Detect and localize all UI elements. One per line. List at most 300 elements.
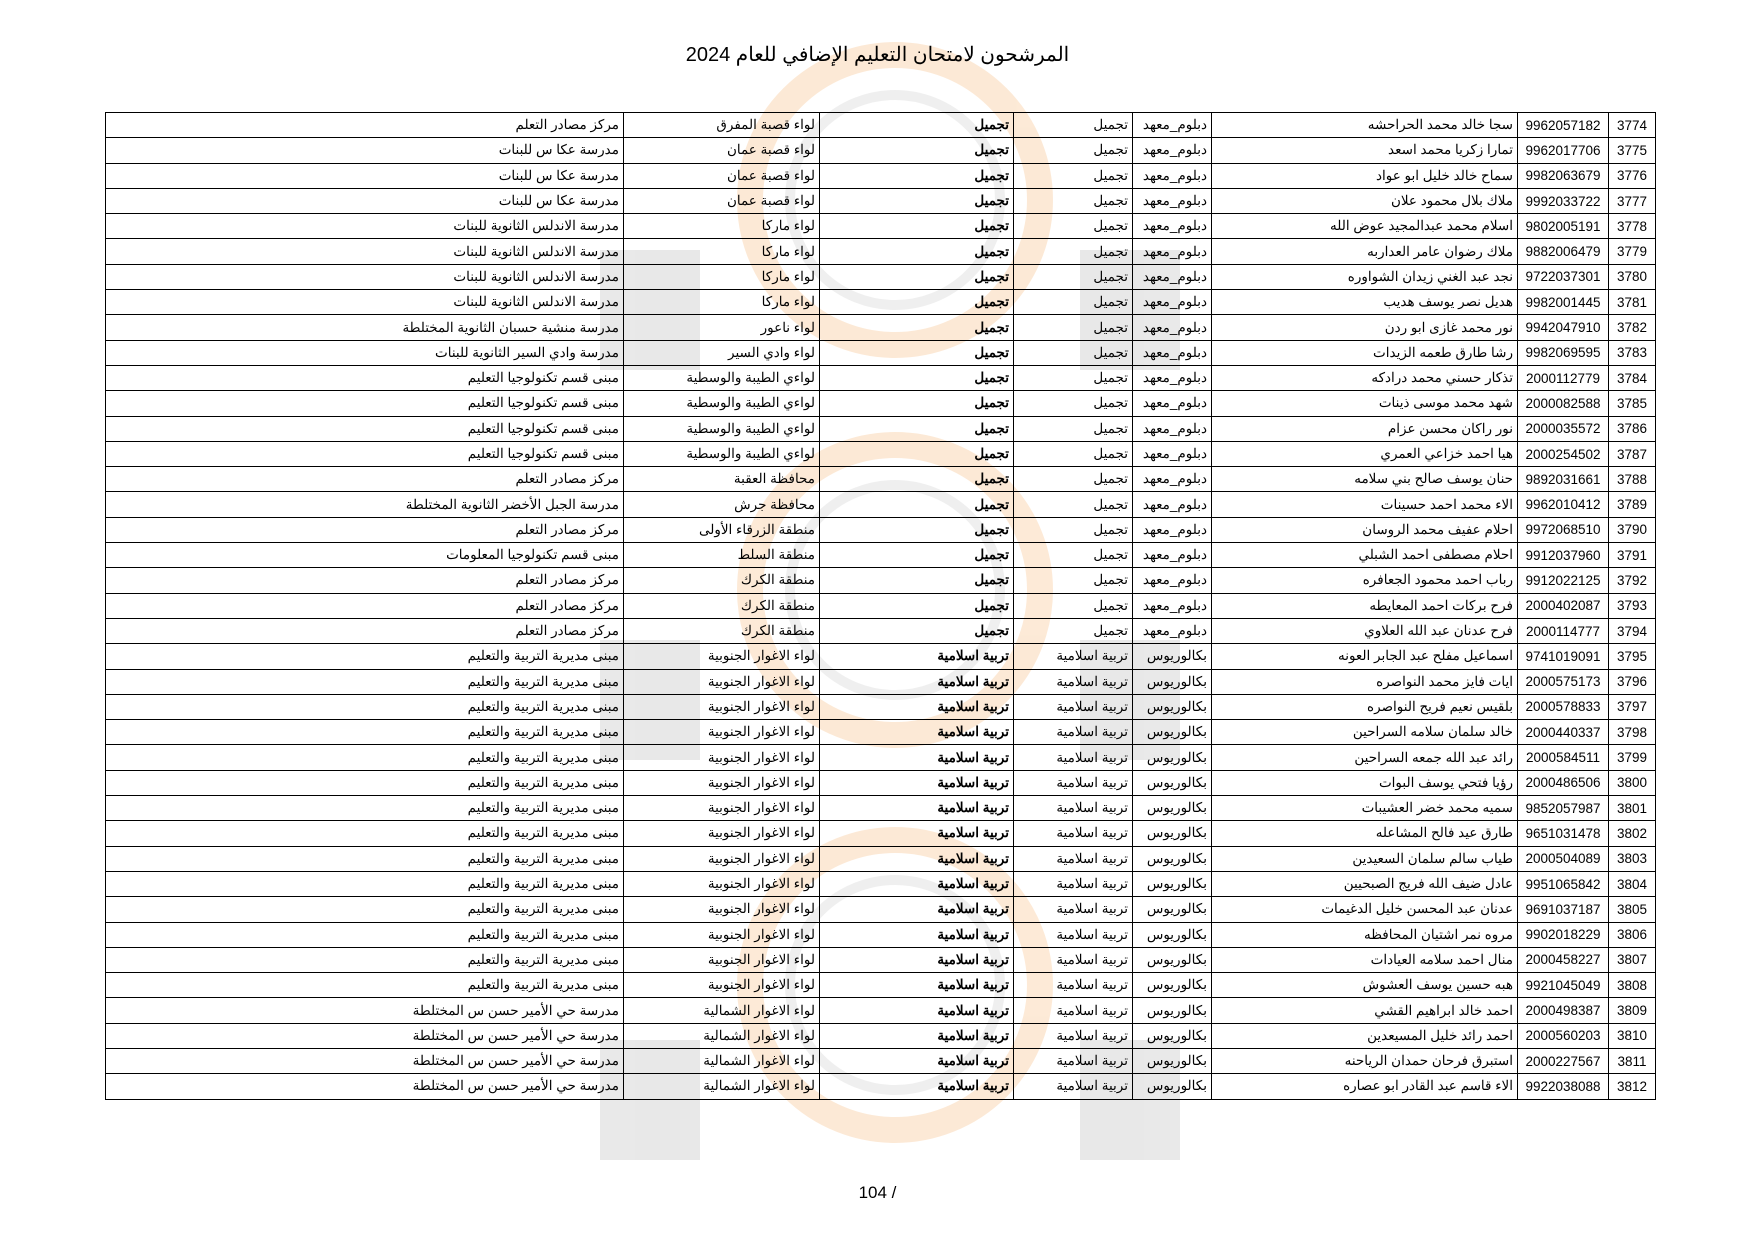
name-cell: هبه حسين يوسف العشوش [1212, 973, 1518, 998]
table-row [106, 618, 1656, 643]
subject-cell: تجميل [820, 618, 1014, 643]
qualification-cell: بكالوريوس [1133, 1048, 1212, 1073]
subject-cell: تربية اسلامية [820, 897, 1014, 922]
seq-cell: 3783 [1609, 340, 1656, 365]
national-id-cell: 9921045049 [1518, 973, 1609, 998]
subject-cell: تربية اسلامية [820, 1074, 1014, 1099]
name-cell: استبرق فرحان حمدان الرياحنه [1212, 1048, 1518, 1073]
table-row [106, 391, 1656, 416]
national-id-cell: 9962010412 [1518, 492, 1609, 517]
district-cell: منطقة السلط [624, 543, 820, 568]
national-id-cell: 2000440337 [1518, 720, 1609, 745]
qualification-cell: دبلوم_معهد [1133, 188, 1212, 213]
table-row [106, 593, 1656, 618]
seq-cell: 3808 [1609, 973, 1656, 998]
subject-cell: تجميل [820, 391, 1014, 416]
national-id-cell: 9982063679 [1518, 163, 1609, 188]
exam-center-cell: مبنى مديرية التربية والتعليم [106, 871, 624, 896]
exam-center-cell: مدرسة الاندلس الثانوية للبنات [106, 214, 624, 239]
district-cell: لواءي الطيبة والوسطية [624, 391, 820, 416]
table-row [106, 973, 1656, 998]
district-cell: منطقة الكرك [624, 593, 820, 618]
table-row [106, 467, 1656, 492]
name-cell: هديل نصر يوسف هديب [1212, 290, 1518, 315]
exam-center-cell: مدرسة حي الأمير حسن س المختلطة [106, 1048, 624, 1073]
district-cell: لواء ماركا [624, 290, 820, 315]
national-id-cell: 2000578833 [1518, 694, 1609, 719]
seq-cell: 3797 [1609, 694, 1656, 719]
national-id-cell: 2000498387 [1518, 998, 1609, 1023]
qualification-cell: بكالوريوس [1133, 897, 1212, 922]
specialization-cell: تجميل [1014, 618, 1133, 643]
qualification-cell: بكالوريوس [1133, 694, 1212, 719]
specialization-cell: تجميل [1014, 264, 1133, 289]
national-id-cell: 2000112779 [1518, 365, 1609, 390]
seq-cell: 3791 [1609, 543, 1656, 568]
national-id-cell: 9912037960 [1518, 543, 1609, 568]
specialization-cell: تربية اسلامية [1014, 770, 1133, 795]
national-id-cell: 2000560203 [1518, 1023, 1609, 1048]
seq-cell: 3776 [1609, 163, 1656, 188]
table-row [106, 188, 1656, 213]
subject-cell: تجميل [820, 239, 1014, 264]
subject-cell: تجميل [820, 214, 1014, 239]
district-cell: لواء الاغوار الجنوبية [624, 669, 820, 694]
district-cell: لواء قصبة عمان [624, 163, 820, 188]
table-row [106, 694, 1656, 719]
table-row [106, 897, 1656, 922]
specialization-cell: تجميل [1014, 163, 1133, 188]
specialization-cell: تجميل [1014, 568, 1133, 593]
name-cell: فرح بركات احمد المعايطه [1212, 593, 1518, 618]
table-row [106, 644, 1656, 669]
national-id-cell: 9962057182 [1518, 113, 1609, 138]
subject-cell: تربية اسلامية [820, 644, 1014, 669]
table-row [106, 340, 1656, 365]
page-title: المرشحون لامتحان التعليم الإضافي للعام 2024 [685, 44, 1070, 66]
subject-cell: تربية اسلامية [820, 821, 1014, 846]
qualification-cell: دبلوم_معهد [1133, 138, 1212, 163]
qualification-cell: دبلوم_معهد [1133, 340, 1212, 365]
district-cell: لواء ماركا [624, 214, 820, 239]
specialization-cell: تجميل [1014, 467, 1133, 492]
district-cell: لواء ماركا [624, 239, 820, 264]
district-cell: لواء الاغوار الجنوبية [624, 821, 820, 846]
table-row [106, 441, 1656, 466]
qualification-cell: بكالوريوس [1133, 998, 1212, 1023]
district-cell: لواء وادي السير [624, 340, 820, 365]
qualification-cell: دبلوم_معهد [1133, 163, 1212, 188]
district-cell: لواء الاغوار الجنوبية [624, 796, 820, 821]
qualification-cell: دبلوم_معهد [1133, 365, 1212, 390]
exam-center-cell: مدرسة عكا س للبنات [106, 138, 624, 163]
exam-center-cell: مركز مصادر التعلم [106, 517, 624, 542]
table-row [106, 416, 1656, 441]
name-cell: تذكار حسني محمد درادكه [1212, 365, 1518, 390]
specialization-cell: تجميل [1014, 340, 1133, 365]
district-cell: منطقة الكرك [624, 568, 820, 593]
name-cell: احلام عفيف محمد الروسان [1212, 517, 1518, 542]
qualification-cell: دبلوم_معهد [1133, 467, 1212, 492]
page-number: 104 / [858, 1183, 897, 1202]
qualification-cell: دبلوم_معهد [1133, 593, 1212, 618]
district-cell: لواء قصبة عمان [624, 138, 820, 163]
district-cell: لواء الاغوار الجنوبية [624, 745, 820, 770]
specialization-cell: تربية اسلامية [1014, 796, 1133, 821]
subject-cell: تجميل [820, 264, 1014, 289]
subject-cell: تربية اسلامية [820, 770, 1014, 795]
national-id-cell: 9741019091 [1518, 644, 1609, 669]
name-cell: حنان يوسف صالح بني سلامه [1212, 467, 1518, 492]
seq-cell: 3788 [1609, 467, 1656, 492]
exam-center-cell: مبنى قسم تكنولوجيا التعليم [106, 441, 624, 466]
district-cell: لواء الاغوار الجنوبية [624, 644, 820, 669]
national-id-cell: 9691037187 [1518, 897, 1609, 922]
subject-cell: تربية اسلامية [820, 1023, 1014, 1048]
table-row [106, 720, 1656, 745]
exam-center-cell: مبنى مديرية التربية والتعليم [106, 694, 624, 719]
district-cell: لواء الاغوار الجنوبية [624, 846, 820, 871]
subject-cell: تجميل [820, 416, 1014, 441]
subject-cell: تجميل [820, 188, 1014, 213]
specialization-cell: تجميل [1014, 214, 1133, 239]
district-cell: محافظة جرش [624, 492, 820, 517]
national-id-cell: 9802005191 [1518, 214, 1609, 239]
table-row [106, 138, 1656, 163]
district-cell: لواء الاغوار الجنوبية [624, 973, 820, 998]
specialization-cell: تربية اسلامية [1014, 846, 1133, 871]
specialization-cell: تربية اسلامية [1014, 1023, 1133, 1048]
exam-center-cell: مبنى مديرية التربية والتعليم [106, 897, 624, 922]
seq-cell: 3782 [1609, 315, 1656, 340]
table-row [106, 113, 1656, 138]
exam-center-cell: مبنى مديرية التربية والتعليم [106, 644, 624, 669]
name-cell: مروه نمر اشتيان المحافظه [1212, 922, 1518, 947]
subject-cell: تربية اسلامية [820, 846, 1014, 871]
exam-center-cell: مدرسة وادي السير الثانوية للبنات [106, 340, 624, 365]
national-id-cell: 9992033722 [1518, 188, 1609, 213]
table-body [106, 113, 1656, 1100]
subject-cell: تجميل [820, 315, 1014, 340]
specialization-cell: تجميل [1014, 365, 1133, 390]
subject-cell: تجميل [820, 467, 1014, 492]
seq-cell: 3807 [1609, 947, 1656, 972]
name-cell: نور راكان محسن عزام [1212, 416, 1518, 441]
table-row [106, 846, 1656, 871]
subject-cell: تربية اسلامية [820, 973, 1014, 998]
name-cell: طارق عيد فالح المشاعله [1212, 821, 1518, 846]
qualification-cell: دبلوم_معهد [1133, 568, 1212, 593]
seq-cell: 3774 [1609, 113, 1656, 138]
name-cell: بلقيس نعيم فريح النواصره [1212, 694, 1518, 719]
name-cell: سجا خالد محمد الحراحشه [1212, 113, 1518, 138]
national-id-cell: 9882006479 [1518, 239, 1609, 264]
name-cell: شهد محمد موسى ذينات [1212, 391, 1518, 416]
exam-center-cell: مركز مصادر التعلم [106, 467, 624, 492]
name-cell: رباب احمد محمود الجعافره [1212, 568, 1518, 593]
seq-cell: 3786 [1609, 416, 1656, 441]
specialization-cell: تجميل [1014, 138, 1133, 163]
subject-cell: تجميل [820, 340, 1014, 365]
name-cell: احمد خالد ابراهيم القشي [1212, 998, 1518, 1023]
exam-center-cell: مبنى قسم تكنولوجيا التعليم [106, 365, 624, 390]
seq-cell: 3780 [1609, 264, 1656, 289]
exam-center-cell: مبنى مديرية التربية والتعليم [106, 770, 624, 795]
specialization-cell: تربية اسلامية [1014, 1074, 1133, 1099]
table-row [106, 239, 1656, 264]
district-cell: لواءي الطيبة والوسطية [624, 441, 820, 466]
district-cell: منطقة الكرك [624, 618, 820, 643]
qualification-cell: دبلوم_معهد [1133, 113, 1212, 138]
qualification-cell: بكالوريوس [1133, 871, 1212, 896]
specialization-cell: تجميل [1014, 517, 1133, 542]
exam-center-cell: مركز مصادر التعلم [106, 568, 624, 593]
specialization-cell: تجميل [1014, 492, 1133, 517]
table-row [106, 315, 1656, 340]
name-cell: الاء قاسم عبد القادر ابو عصاره [1212, 1074, 1518, 1099]
exam-center-cell: مدرسة حي الأمير حسن س المختلطة [106, 1074, 624, 1099]
seq-cell: 3811 [1609, 1048, 1656, 1073]
name-cell: طياب سالم سلمان السعيدين [1212, 846, 1518, 871]
name-cell: الاء محمد احمد حسينات [1212, 492, 1518, 517]
national-id-cell: 2000402087 [1518, 593, 1609, 618]
table-row [106, 770, 1656, 795]
table-row [106, 1074, 1656, 1099]
specialization-cell: تجميل [1014, 290, 1133, 315]
subject-cell: تجميل [820, 138, 1014, 163]
national-id-cell: 2000486506 [1518, 770, 1609, 795]
national-id-cell: 9722037301 [1518, 264, 1609, 289]
qualification-cell: دبلوم_معهد [1133, 214, 1212, 239]
table-row [106, 214, 1656, 239]
subject-cell: تربية اسلامية [820, 1048, 1014, 1073]
exam-center-cell: مبنى مديرية التربية والتعليم [106, 973, 624, 998]
district-cell: لواء الاغوار الجنوبية [624, 871, 820, 896]
table-row [106, 947, 1656, 972]
specialization-cell: تربية اسلامية [1014, 694, 1133, 719]
seq-cell: 3805 [1609, 897, 1656, 922]
exam-center-cell: مدرسة عكا س للبنات [106, 163, 624, 188]
district-cell: لواء الاغوار الجنوبية [624, 897, 820, 922]
qualification-cell: دبلوم_معهد [1133, 441, 1212, 466]
subject-cell: تجميل [820, 441, 1014, 466]
table-row [106, 871, 1656, 896]
name-cell: رائد عبد الله جمعه السراحين [1212, 745, 1518, 770]
exam-center-cell: مدرسة الاندلس الثانوية للبنات [106, 264, 624, 289]
seq-cell: 3796 [1609, 669, 1656, 694]
qualification-cell: دبلوم_معهد [1133, 264, 1212, 289]
specialization-cell: تجميل [1014, 188, 1133, 213]
qualification-cell: دبلوم_معهد [1133, 391, 1212, 416]
exam-center-cell: مدرسة منشية حسبان الثانوية المختلطة [106, 315, 624, 340]
district-cell: لواء الاغوار الجنوبية [624, 947, 820, 972]
specialization-cell: تربية اسلامية [1014, 973, 1133, 998]
name-cell: فرح عدنان عبد الله العلاوي [1212, 618, 1518, 643]
national-id-cell: 9651031478 [1518, 821, 1609, 846]
specialization-cell: تجميل [1014, 441, 1133, 466]
name-cell: نجد عبد الغني زيدان الشواوره [1212, 264, 1518, 289]
table-row [106, 796, 1656, 821]
seq-cell: 3795 [1609, 644, 1656, 669]
exam-center-cell: مبنى مديرية التربية والتعليم [106, 922, 624, 947]
national-id-cell: 9922038088 [1518, 1074, 1609, 1099]
name-cell: احلام مصطفى احمد الشبلي [1212, 543, 1518, 568]
specialization-cell: تربية اسلامية [1014, 897, 1133, 922]
seq-cell: 3793 [1609, 593, 1656, 618]
specialization-cell: تربية اسلامية [1014, 669, 1133, 694]
seq-cell: 3812 [1609, 1074, 1656, 1099]
table-row [106, 998, 1656, 1023]
seq-cell: 3792 [1609, 568, 1656, 593]
district-cell: لواء الاغوار الجنوبية [624, 720, 820, 745]
qualification-cell: دبلوم_معهد [1133, 543, 1212, 568]
qualification-cell: بكالوريوس [1133, 745, 1212, 770]
name-cell: اسلام محمد عبدالمجيد عوض الله [1212, 214, 1518, 239]
name-cell: ايات فايز محمد النواصره [1212, 669, 1518, 694]
specialization-cell: تربية اسلامية [1014, 720, 1133, 745]
exam-center-cell: مبنى قسم تكنولوجيا المعلومات [106, 543, 624, 568]
subject-cell: تربية اسلامية [820, 720, 1014, 745]
exam-center-cell: مركز مصادر التعلم [106, 618, 624, 643]
subject-cell: تجميل [820, 113, 1014, 138]
name-cell: احمد رائد خليل المسيعدين [1212, 1023, 1518, 1048]
national-id-cell: 2000504089 [1518, 846, 1609, 871]
name-cell: ملاك بلال محمود علان [1212, 188, 1518, 213]
table-row [106, 163, 1656, 188]
table-row [106, 543, 1656, 568]
seq-cell: 3803 [1609, 846, 1656, 871]
qualification-cell: بكالوريوس [1133, 1023, 1212, 1048]
qualification-cell: بكالوريوس [1133, 770, 1212, 795]
specialization-cell: تجميل [1014, 239, 1133, 264]
subject-cell: تربية اسلامية [820, 947, 1014, 972]
seq-cell: 3806 [1609, 922, 1656, 947]
seq-cell: 3787 [1609, 441, 1656, 466]
table-row [106, 365, 1656, 390]
subject-cell: تجميل [820, 568, 1014, 593]
seq-cell: 3798 [1609, 720, 1656, 745]
specialization-cell: تربية اسلامية [1014, 1048, 1133, 1073]
exam-center-cell: مبنى مديرية التربية والتعليم [106, 846, 624, 871]
subject-cell: تجميل [820, 517, 1014, 542]
subject-cell: تربية اسلامية [820, 871, 1014, 896]
name-cell: خالد سلمان سلامه السراحين [1212, 720, 1518, 745]
specialization-cell: تجميل [1014, 543, 1133, 568]
exam-center-cell: مركز مصادر التعلم [106, 113, 624, 138]
specialization-cell: تجميل [1014, 391, 1133, 416]
seq-cell: 3804 [1609, 871, 1656, 896]
qualification-cell: بكالوريوس [1133, 796, 1212, 821]
table-row [106, 1048, 1656, 1073]
name-cell: عادل ضيف الله فريج الصبحيين [1212, 871, 1518, 896]
exam-center-cell: مبنى مديرية التربية والتعليم [106, 821, 624, 846]
table-row [106, 517, 1656, 542]
seq-cell: 3809 [1609, 998, 1656, 1023]
district-cell: لواء الاغوار الجنوبية [624, 694, 820, 719]
national-id-cell: 2000227567 [1518, 1048, 1609, 1073]
qualification-cell: بكالوريوس [1133, 669, 1212, 694]
district-cell: منطقة الزرقاء الأولى [624, 517, 820, 542]
name-cell: رشا طارق طعمه الزيدات [1212, 340, 1518, 365]
national-id-cell: 9962017706 [1518, 138, 1609, 163]
national-id-cell: 9942047910 [1518, 315, 1609, 340]
seq-cell: 3810 [1609, 1023, 1656, 1048]
seq-cell: 3789 [1609, 492, 1656, 517]
table-row [106, 568, 1656, 593]
seq-cell: 3785 [1609, 391, 1656, 416]
district-cell: لواء الاغوار الشمالية [624, 1074, 820, 1099]
district-cell: لواء الاغوار الشمالية [624, 998, 820, 1023]
qualification-cell: بكالوريوس [1133, 644, 1212, 669]
specialization-cell: تربية اسلامية [1014, 821, 1133, 846]
table-row [106, 669, 1656, 694]
name-cell: تمارا زكريا محمد اسعد [1212, 138, 1518, 163]
exam-center-cell: مبنى مديرية التربية والتعليم [106, 745, 624, 770]
exam-center-cell: مدرسة حي الأمير حسن س المختلطة [106, 998, 624, 1023]
district-cell: محافظة العقبة [624, 467, 820, 492]
name-cell: منال احمد سلامه العيادات [1212, 947, 1518, 972]
table-row [106, 264, 1656, 289]
district-cell: لواء الاغوار الشمالية [624, 1023, 820, 1048]
name-cell: هيا احمد خزاعي العمري [1212, 441, 1518, 466]
qualification-cell: بكالوريوس [1133, 1074, 1212, 1099]
table-row [106, 745, 1656, 770]
seq-cell: 3801 [1609, 796, 1656, 821]
table-row [106, 492, 1656, 517]
national-id-cell: 9982069595 [1518, 340, 1609, 365]
district-cell: لواء الاغوار الجنوبية [624, 770, 820, 795]
district-cell: لواء قصبة المفرق [624, 113, 820, 138]
qualification-cell: دبلوم_معهد [1133, 416, 1212, 441]
seq-cell: 3802 [1609, 821, 1656, 846]
national-id-cell: 2000082588 [1518, 391, 1609, 416]
seq-cell: 3790 [1609, 517, 1656, 542]
specialization-cell: تربية اسلامية [1014, 644, 1133, 669]
exam-center-cell: مبنى قسم تكنولوجيا التعليم [106, 416, 624, 441]
subject-cell: تربية اسلامية [820, 694, 1014, 719]
exam-center-cell: مبنى مديرية التربية والتعليم [106, 796, 624, 821]
seq-cell: 3800 [1609, 770, 1656, 795]
specialization-cell: تربية اسلامية [1014, 998, 1133, 1023]
national-id-cell: 9902018229 [1518, 922, 1609, 947]
qualification-cell: دبلوم_معهد [1133, 492, 1212, 517]
district-cell: لواءي الطيبة والوسطية [624, 365, 820, 390]
national-id-cell: 2000254502 [1518, 441, 1609, 466]
seq-cell: 3799 [1609, 745, 1656, 770]
qualification-cell: بكالوريوس [1133, 947, 1212, 972]
name-cell: ملاك رضوان عامر العداربه [1212, 239, 1518, 264]
subject-cell: تجميل [820, 290, 1014, 315]
exam-center-cell: مبنى قسم تكنولوجيا التعليم [106, 391, 624, 416]
subject-cell: تربية اسلامية [820, 796, 1014, 821]
national-id-cell: 2000035572 [1518, 416, 1609, 441]
name-cell: رؤيا فتحي يوسف البوات [1212, 770, 1518, 795]
name-cell: عدنان عبد المحسن خليل الدغيمات [1212, 897, 1518, 922]
seq-cell: 3781 [1609, 290, 1656, 315]
specialization-cell: تجميل [1014, 315, 1133, 340]
subject-cell: تجميل [820, 593, 1014, 618]
seq-cell: 3779 [1609, 239, 1656, 264]
qualification-cell: دبلوم_معهد [1133, 315, 1212, 340]
exam-center-cell: مبنى مديرية التربية والتعليم [106, 947, 624, 972]
name-cell: نور محمد غازى ابو ردن [1212, 315, 1518, 340]
exam-center-cell: مدرسة عكا س للبنات [106, 188, 624, 213]
exam-center-cell: مركز مصادر التعلم [106, 593, 624, 618]
table-row [106, 922, 1656, 947]
qualification-cell: دبلوم_معهد [1133, 239, 1212, 264]
subject-cell: تجميل [820, 543, 1014, 568]
specialization-cell: تربية اسلامية [1014, 745, 1133, 770]
